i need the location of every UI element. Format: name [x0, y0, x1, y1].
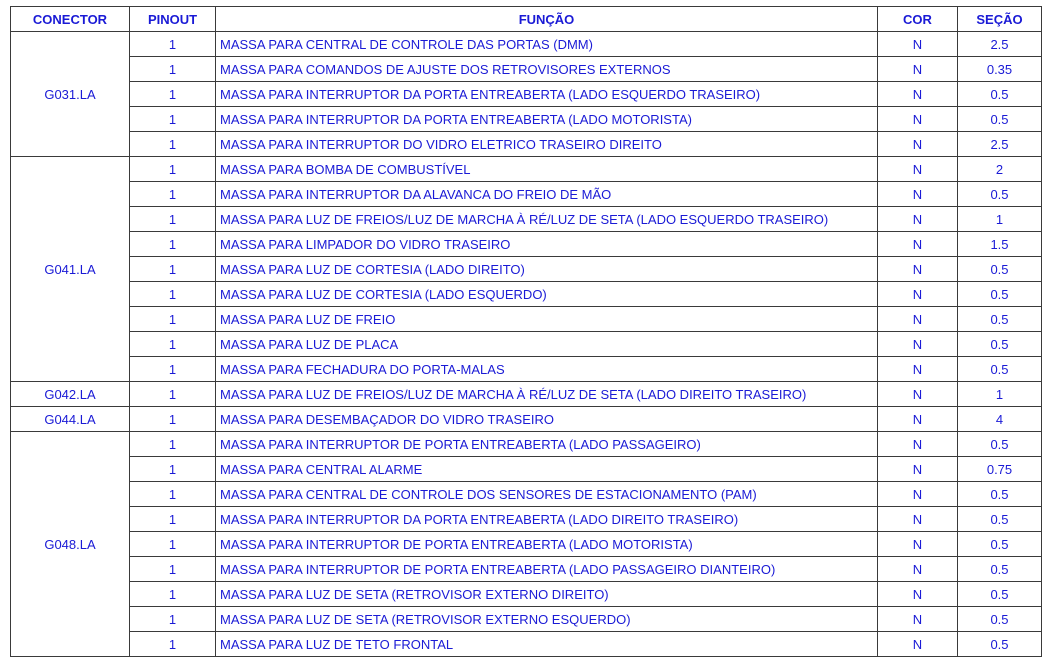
cor-cell: N	[878, 482, 958, 507]
funcao-cell: MASSA PARA LUZ DE PLACA	[216, 332, 878, 357]
cor-cell: N	[878, 57, 958, 82]
funcao-cell: MASSA PARA CENTRAL ALARME	[216, 457, 878, 482]
funcao-cell: MASSA PARA LIMPADOR DO VIDRO TRASEIRO	[216, 232, 878, 257]
pinout-cell: 1	[130, 557, 216, 582]
cor-cell: N	[878, 332, 958, 357]
secao-cell: 0.5	[958, 582, 1042, 607]
table-row	[11, 382, 1042, 407]
cor-cell: N	[878, 82, 958, 107]
pinout-cell: 1	[130, 432, 216, 457]
pinout-cell: 1	[130, 357, 216, 382]
connector-cell: G042.LA	[11, 382, 130, 407]
table-row	[11, 132, 1042, 157]
cor-cell: N	[878, 557, 958, 582]
table-row	[11, 432, 1042, 457]
table-row	[11, 307, 1042, 332]
cor-cell: N	[878, 157, 958, 182]
secao-cell: 0.5	[958, 282, 1042, 307]
pinout-cell: 1	[130, 32, 216, 57]
secao-cell: 0.35	[958, 57, 1042, 82]
pinout-cell: 1	[130, 582, 216, 607]
funcao-cell: MASSA PARA LUZ DE SETA (RETROVISOR EXTERNO DIREITO)	[216, 582, 878, 607]
funcao-cell: MASSA PARA LUZ DE CORTESIA (LADO ESQUERDO)	[216, 282, 878, 307]
connector-table	[10, 6, 1042, 657]
secao-cell: 0.5	[958, 82, 1042, 107]
cor-cell: N	[878, 182, 958, 207]
header-cor: COR	[878, 7, 958, 32]
funcao-cell: MASSA PARA DESEMBAÇADOR DO VIDRO TRASEIRO	[216, 407, 878, 432]
table-row	[11, 282, 1042, 307]
secao-cell: 1	[958, 382, 1042, 407]
table-row	[11, 207, 1042, 232]
cor-cell: N	[878, 607, 958, 632]
connector-cell: G031.LA	[11, 32, 130, 157]
header-conector: CONECTOR	[11, 7, 130, 32]
funcao-cell: MASSA PARA INTERRUPTOR DA PORTA ENTREABERTA (LADO ESQUERDO TRASEIRO)	[216, 82, 878, 107]
cor-cell: N	[878, 507, 958, 532]
table-row	[11, 632, 1042, 657]
secao-cell: 2	[958, 157, 1042, 182]
table-row	[11, 457, 1042, 482]
funcao-cell: MASSA PARA INTERRUPTOR DA ALAVANCA DO FREIO DE MÃO	[216, 182, 878, 207]
secao-cell: 0.5	[958, 607, 1042, 632]
funcao-cell: MASSA PARA COMANDOS DE AJUSTE DOS RETROVISORES EXTERNOS	[216, 57, 878, 82]
funcao-cell: MASSA PARA INTERRUPTOR DE PORTA ENTREABERTA (LADO PASSAGEIRO DIANTEIRO)	[216, 557, 878, 582]
cor-cell: N	[878, 632, 958, 657]
cor-cell: N	[878, 382, 958, 407]
pinout-cell: 1	[130, 407, 216, 432]
cor-cell: N	[878, 282, 958, 307]
pinout-cell: 1	[130, 282, 216, 307]
funcao-cell: MASSA PARA FECHADURA DO PORTA-MALAS	[216, 357, 878, 382]
funcao-cell: MASSA PARA INTERRUPTOR DE PORTA ENTREABERTA (LADO PASSAGEIRO)	[216, 432, 878, 457]
table-row	[11, 32, 1042, 57]
funcao-cell: MASSA PARA BOMBA DE COMBUSTÍVEL	[216, 157, 878, 182]
cor-cell: N	[878, 407, 958, 432]
pinout-cell: 1	[130, 507, 216, 532]
secao-cell: 0.5	[958, 307, 1042, 332]
table-row	[11, 332, 1042, 357]
table-row	[11, 257, 1042, 282]
funcao-cell: MASSA PARA CENTRAL DE CONTROLE DAS PORTAS (DMM)	[216, 32, 878, 57]
secao-cell: 0.5	[958, 357, 1042, 382]
table-row	[11, 232, 1042, 257]
pinout-cell: 1	[130, 332, 216, 357]
secao-cell: 0.5	[958, 107, 1042, 132]
table-row	[11, 357, 1042, 382]
table-body	[11, 32, 1042, 657]
secao-cell: 0.5	[958, 632, 1042, 657]
funcao-cell: MASSA PARA INTERRUPTOR DA PORTA ENTREABERTA (LADO MOTORISTA)	[216, 107, 878, 132]
secao-cell: 2.5	[958, 132, 1042, 157]
table-row	[11, 582, 1042, 607]
secao-cell: 0.75	[958, 457, 1042, 482]
table-row	[11, 557, 1042, 582]
table-row	[11, 482, 1042, 507]
pinout-cell: 1	[130, 382, 216, 407]
cor-cell: N	[878, 457, 958, 482]
pinout-cell: 1	[130, 182, 216, 207]
cor-cell: N	[878, 132, 958, 157]
cor-cell: N	[878, 307, 958, 332]
funcao-cell: MASSA PARA LUZ DE FREIOS/LUZ DE MARCHA À RÉ/LUZ DE SETA (LADO DIREITO TRASEIRO)	[216, 382, 878, 407]
cor-cell: N	[878, 532, 958, 557]
funcao-cell: MASSA PARA LUZ DE TETO FRONTAL	[216, 632, 878, 657]
secao-cell: 0.5	[958, 332, 1042, 357]
table-row	[11, 107, 1042, 132]
funcao-cell: MASSA PARA INTERRUPTOR DA PORTA ENTREABERTA (LADO DIREITO TRASEIRO)	[216, 507, 878, 532]
funcao-cell: MASSA PARA LUZ DE FREIO	[216, 307, 878, 332]
secao-cell: 2.5	[958, 32, 1042, 57]
funcao-cell: MASSA PARA CENTRAL DE CONTROLE DOS SENSORES DE ESTACIONAMENTO (PAM)	[216, 482, 878, 507]
header-pinout: PINOUT	[130, 7, 216, 32]
secao-cell: 4	[958, 407, 1042, 432]
secao-cell: 0.5	[958, 432, 1042, 457]
pinout-cell: 1	[130, 57, 216, 82]
table-row	[11, 532, 1042, 557]
secao-cell: 0.5	[958, 257, 1042, 282]
pinout-cell: 1	[130, 257, 216, 282]
secao-cell: 1	[958, 207, 1042, 232]
header-funcao: FUNÇÃO	[216, 7, 878, 32]
cor-cell: N	[878, 207, 958, 232]
pinout-cell: 1	[130, 307, 216, 332]
pinout-cell: 1	[130, 457, 216, 482]
cor-cell: N	[878, 32, 958, 57]
pinout-cell: 1	[130, 532, 216, 557]
cor-cell: N	[878, 582, 958, 607]
funcao-cell: MASSA PARA INTERRUPTOR DO VIDRO ELETRICO TRASEIRO DIREITO	[216, 132, 878, 157]
pinout-cell: 1	[130, 232, 216, 257]
funcao-cell: MASSA PARA LUZ DE CORTESIA (LADO DIREITO)	[216, 257, 878, 282]
secao-cell: 0.5	[958, 482, 1042, 507]
secao-cell: 0.5	[958, 532, 1042, 557]
table-row	[11, 507, 1042, 532]
connector-cell: G041.LA	[11, 157, 130, 382]
cor-cell: N	[878, 357, 958, 382]
table-row	[11, 157, 1042, 182]
pinout-cell: 1	[130, 632, 216, 657]
header-row	[11, 7, 1042, 32]
funcao-cell: MASSA PARA INTERRUPTOR DE PORTA ENTREABERTA (LADO MOTORISTA)	[216, 532, 878, 557]
secao-cell: 0.5	[958, 507, 1042, 532]
pinout-cell: 1	[130, 207, 216, 232]
table-row	[11, 182, 1042, 207]
secao-cell: 1.5	[958, 232, 1042, 257]
pinout-cell: 1	[130, 607, 216, 632]
connector-cell: G048.LA	[11, 432, 130, 657]
table-row	[11, 57, 1042, 82]
secao-cell: 0.5	[958, 182, 1042, 207]
table-row	[11, 82, 1042, 107]
table-row	[11, 607, 1042, 632]
funcao-cell: MASSA PARA LUZ DE SETA (RETROVISOR EXTERNO ESQUERDO)	[216, 607, 878, 632]
connector-cell: G044.LA	[11, 407, 130, 432]
cor-cell: N	[878, 257, 958, 282]
pinout-cell: 1	[130, 107, 216, 132]
header-secao: SEÇÃO	[958, 7, 1042, 32]
pinout-cell: 1	[130, 482, 216, 507]
cor-cell: N	[878, 432, 958, 457]
table-row	[11, 407, 1042, 432]
cor-cell: N	[878, 107, 958, 132]
pinout-cell: 1	[130, 82, 216, 107]
pinout-cell: 1	[130, 132, 216, 157]
secao-cell: 0.5	[958, 557, 1042, 582]
pinout-cell: 1	[130, 157, 216, 182]
cor-cell: N	[878, 232, 958, 257]
funcao-cell: MASSA PARA LUZ DE FREIOS/LUZ DE MARCHA À RÉ/LUZ DE SETA (LADO ESQUERDO TRASEIRO)	[216, 207, 878, 232]
